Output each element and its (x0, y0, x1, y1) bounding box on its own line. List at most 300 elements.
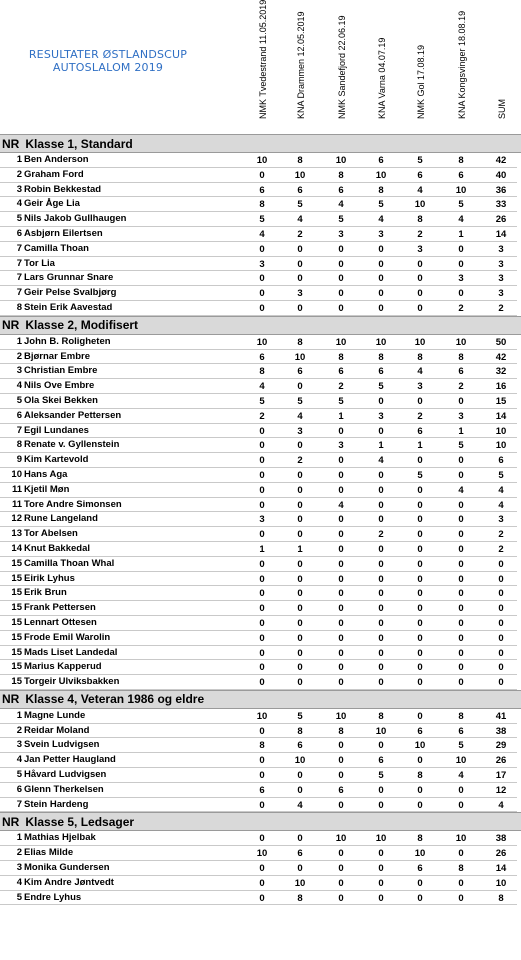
points-cell: 1 (458, 228, 464, 240)
sum-cell: 0 (498, 662, 504, 674)
points-cell: 6 (417, 425, 423, 437)
driver-name-cell: Rune Langeland (24, 513, 98, 525)
points-cell: 0 (458, 799, 464, 811)
rank-cell: 15 (11, 557, 22, 569)
table-row (0, 846, 521, 861)
points-cell: 0 (338, 677, 344, 689)
driver-name-cell: Asbjørn Eilertsen (24, 227, 103, 239)
sum-cell: 42 (495, 155, 507, 166)
points-cell: 3 (259, 258, 265, 270)
table-row (0, 753, 521, 768)
points-cell: 0 (297, 603, 303, 615)
points-cell: 0 (378, 469, 384, 481)
points-cell: 10 (335, 710, 347, 722)
sum-cell: 0 (498, 677, 504, 689)
points-cell: 6 (338, 784, 344, 796)
column-headers (0, 0, 521, 130)
points-cell: 0 (297, 529, 303, 541)
sum-cell: 42 (495, 351, 507, 363)
section-title: Klasse 5, Ledsager (25, 814, 135, 829)
points-cell: 0 (259, 169, 265, 181)
points-cell: 0 (297, 784, 303, 796)
points-cell: 8 (458, 863, 464, 875)
points-cell: 4 (378, 214, 384, 226)
points-cell: 0 (259, 662, 265, 674)
driver-name-cell: Frank Pettersen (24, 602, 96, 614)
table-row (0, 227, 521, 242)
points-cell: 0 (417, 662, 423, 674)
sum-cell: 0 (498, 588, 504, 600)
rank-cell: 11 (11, 498, 22, 510)
sum-cell: 26 (495, 214, 507, 226)
rank-cell: 2 (16, 724, 22, 736)
column-header (335, 5, 349, 130)
points-cell: 5 (458, 199, 464, 211)
points-cell: 8 (297, 892, 303, 904)
points-cell: 0 (259, 288, 265, 300)
points-cell: 10 (375, 169, 387, 181)
points-cell: 0 (338, 273, 344, 285)
points-cell: 3 (417, 243, 423, 255)
table-row (0, 542, 521, 557)
points-cell: 10 (294, 877, 306, 889)
rank-cell: 2 (16, 168, 22, 180)
points-cell: 0 (378, 892, 384, 904)
table-row (0, 335, 521, 350)
points-cell: 2 (378, 529, 384, 541)
points-cell: 2 (297, 228, 303, 240)
points-cell: 0 (378, 863, 384, 875)
points-cell: 4 (338, 199, 344, 211)
table-row (0, 498, 521, 513)
sum-cell: 32 (495, 366, 507, 378)
points-cell: 0 (338, 514, 344, 526)
points-cell: 3 (378, 228, 384, 240)
sum-cell: 33 (495, 199, 507, 211)
points-cell: 0 (458, 603, 464, 615)
table-row (0, 438, 521, 453)
points-cell: 0 (417, 499, 423, 511)
points-cell: 8 (378, 351, 384, 363)
rank-cell: 5 (16, 394, 22, 406)
points-cell: 6 (458, 725, 464, 737)
points-cell: 0 (259, 440, 265, 452)
table-row (0, 557, 521, 572)
points-cell: 8 (378, 184, 384, 196)
points-cell: 0 (297, 662, 303, 674)
points-cell: 0 (417, 543, 423, 555)
points-cell: 0 (259, 588, 265, 600)
sum-cell: 36 (495, 184, 507, 196)
rank-cell: 15 (11, 646, 22, 658)
points-cell: 0 (378, 588, 384, 600)
points-cell: 0 (338, 863, 344, 875)
points-cell: 2 (297, 455, 303, 467)
sum-cell: 2 (498, 529, 504, 541)
rank-cell: 15 (11, 587, 22, 599)
points-cell: 8 (338, 169, 344, 181)
rank-cell: 7 (16, 798, 22, 810)
points-cell: 0 (458, 543, 464, 555)
points-cell: 0 (458, 848, 464, 860)
points-cell: 0 (297, 381, 303, 393)
points-cell: 0 (378, 558, 384, 570)
table-row (0, 379, 521, 394)
points-cell: 4 (458, 214, 464, 226)
points-cell: 0 (259, 302, 265, 314)
points-cell: 0 (378, 603, 384, 615)
points-cell: 6 (259, 784, 265, 796)
sum-cell: 14 (495, 410, 507, 422)
column-header-label: NMK Gol 17.08.19 (416, 44, 426, 119)
points-cell: 0 (458, 258, 464, 270)
section-nr-label: NR (2, 136, 20, 151)
driver-name-cell: Håvard Ludvigsen (24, 769, 107, 781)
table-row (0, 168, 521, 183)
column-header-label: NMK Tvedestrand 11.05.2019 (258, 0, 268, 119)
points-cell: 0 (417, 603, 423, 615)
points-cell: 4 (338, 499, 344, 511)
points-cell: 0 (458, 455, 464, 467)
rank-cell: 3 (16, 862, 22, 874)
driver-name-cell: Tor Abelsen (24, 528, 78, 540)
sum-cell: 14 (495, 863, 507, 875)
table-row (0, 453, 521, 468)
rank-cell: 1 (16, 154, 22, 165)
points-cell: 3 (417, 381, 423, 393)
sum-cell: 3 (498, 273, 504, 285)
points-cell: 0 (378, 848, 384, 860)
points-cell: 0 (259, 469, 265, 481)
sum-cell: 10 (495, 425, 507, 437)
points-cell: 8 (417, 214, 423, 226)
points-cell: 0 (297, 469, 303, 481)
points-cell: 10 (414, 740, 426, 752)
column-header-label: SUM (497, 99, 507, 119)
sum-cell: 0 (498, 647, 504, 659)
points-cell: 0 (259, 647, 265, 659)
points-cell: 0 (338, 632, 344, 644)
points-cell: 6 (417, 863, 423, 875)
points-cell: 0 (259, 863, 265, 875)
sum-cell: 8 (498, 892, 504, 904)
points-cell: 10 (414, 199, 426, 211)
points-cell: 0 (417, 558, 423, 570)
sum-cell: 41 (495, 710, 507, 722)
points-cell: 8 (338, 351, 344, 363)
points-cell: 0 (338, 425, 344, 437)
points-cell: 8 (417, 770, 423, 782)
driver-name-cell: Ola Skei Bekken (24, 394, 98, 406)
table-row (0, 271, 521, 286)
points-cell: 5 (338, 214, 344, 226)
driver-name-cell: Geir Pelse Svalbjørg (24, 287, 117, 299)
points-cell: 0 (417, 273, 423, 285)
points-cell: 10 (256, 710, 268, 722)
table-row (0, 242, 521, 257)
rank-cell: 9 (16, 454, 22, 466)
points-cell: 0 (378, 499, 384, 511)
points-cell: 0 (417, 302, 423, 314)
table-row (0, 286, 521, 301)
points-cell: 6 (297, 366, 303, 378)
rank-cell: 7 (16, 257, 22, 269)
sum-cell: 0 (498, 617, 504, 629)
points-cell: 0 (458, 784, 464, 796)
sum-cell: 6 (498, 455, 504, 467)
points-cell: 0 (259, 725, 265, 737)
points-cell: 0 (338, 288, 344, 300)
points-cell: 0 (259, 425, 265, 437)
points-cell: 4 (259, 381, 265, 393)
points-cell: 0 (259, 243, 265, 255)
points-cell: 10 (294, 755, 306, 767)
points-cell: 10 (256, 336, 268, 348)
points-cell: 0 (259, 833, 265, 845)
points-cell: 5 (338, 395, 344, 407)
rank-cell: 3 (16, 183, 22, 195)
column-header-label: KNA Kongsvinger 18.08.19 (457, 10, 467, 119)
table-row (0, 468, 521, 483)
section-title: Klasse 4, Veteran 1986 og eldre (25, 692, 205, 707)
sum-cell: 16 (495, 381, 507, 393)
driver-name-cell: Hans Aga (24, 468, 68, 480)
rank-cell: 2 (16, 350, 22, 362)
points-cell: 6 (259, 184, 265, 196)
points-cell: 0 (458, 288, 464, 300)
points-cell: 0 (297, 302, 303, 314)
points-cell: 0 (297, 484, 303, 496)
rank-cell: 4 (16, 198, 22, 210)
points-cell: 10 (294, 351, 306, 363)
sum-cell: 50 (495, 336, 507, 348)
points-cell: 0 (417, 677, 423, 689)
points-cell: 0 (338, 603, 344, 615)
points-cell: 0 (297, 243, 303, 255)
rank-cell: 15 (11, 572, 22, 584)
driver-name-cell: Kim Andre Jøntvedt (24, 876, 114, 888)
points-cell: 0 (458, 662, 464, 674)
points-cell: 6 (378, 155, 384, 166)
driver-name-cell: Torgeir Ulviksbakken (24, 676, 120, 688)
points-cell: 0 (338, 455, 344, 467)
points-cell: 0 (297, 647, 303, 659)
rank-cell: 15 (11, 602, 22, 614)
rank-cell: 11 (11, 483, 22, 495)
driver-name-cell: Kim Kartevold (24, 454, 89, 466)
section-nr-label: NR (2, 318, 20, 333)
table-row (0, 394, 521, 409)
points-cell: 0 (378, 647, 384, 659)
section-nr-label: NR (2, 814, 20, 829)
sum-cell: 38 (495, 833, 507, 845)
points-cell: 0 (417, 647, 423, 659)
points-cell: 0 (259, 877, 265, 889)
points-cell: 5 (259, 214, 265, 226)
points-cell: 0 (378, 877, 384, 889)
sum-cell: 4 (498, 499, 504, 511)
points-cell: 0 (417, 588, 423, 600)
points-cell: 2 (458, 381, 464, 393)
points-cell: 10 (455, 336, 467, 348)
rank-cell: 6 (16, 409, 22, 421)
points-cell: 8 (378, 710, 384, 722)
sum-cell: 2 (498, 543, 504, 555)
driver-name-cell: Stein Hardeng (24, 798, 89, 810)
section-header (0, 316, 521, 335)
points-cell: 5 (378, 199, 384, 211)
points-cell: 0 (378, 573, 384, 585)
table-row (0, 601, 521, 616)
points-cell: 5 (458, 740, 464, 752)
points-cell: 6 (378, 366, 384, 378)
points-cell: 0 (378, 784, 384, 796)
table-row (0, 301, 521, 316)
table-row (0, 197, 521, 212)
table-row (0, 660, 521, 675)
driver-name-cell: Knut Bakkedal (24, 542, 90, 554)
driver-name-cell: Kjetil Møn (24, 483, 70, 495)
section-header (0, 690, 521, 709)
points-cell: 2 (417, 410, 423, 422)
points-cell: 6 (458, 169, 464, 181)
sum-cell: 0 (498, 632, 504, 644)
points-cell: 0 (338, 302, 344, 314)
column-header (294, 5, 308, 130)
table-row (0, 798, 521, 813)
table-row (0, 631, 521, 646)
driver-name-cell: Geir Åge Lia (24, 198, 80, 210)
rank-cell: 3 (16, 739, 22, 751)
points-cell: 0 (458, 617, 464, 629)
table-row (0, 527, 521, 542)
rank-cell: 12 (11, 513, 22, 525)
rank-cell: 4 (16, 754, 22, 766)
points-cell: 5 (378, 381, 384, 393)
points-cell: 0 (378, 514, 384, 526)
points-cell: 6 (297, 848, 303, 860)
points-cell: 10 (455, 184, 467, 196)
points-cell: 4 (297, 410, 303, 422)
points-cell: 0 (297, 558, 303, 570)
driver-name-cell: Mathias Hjelbak (24, 832, 96, 844)
points-cell: 10 (455, 755, 467, 767)
points-cell: 0 (338, 617, 344, 629)
points-cell: 6 (297, 740, 303, 752)
points-cell: 1 (259, 543, 265, 555)
sum-cell: 38 (495, 725, 507, 737)
column-header (375, 5, 389, 130)
points-cell: 8 (417, 351, 423, 363)
rank-cell: 7 (16, 287, 22, 299)
table-row (0, 409, 521, 424)
points-cell: 0 (417, 573, 423, 585)
points-cell: 0 (297, 258, 303, 270)
driver-name-cell: Robin Bekkestad (24, 183, 102, 195)
points-cell: 8 (297, 155, 303, 166)
driver-name-cell: Tore Andre Simonsen (24, 498, 122, 510)
points-cell: 1 (338, 410, 344, 422)
points-cell: 0 (458, 892, 464, 904)
points-cell: 5 (297, 395, 303, 407)
driver-name-cell: Stein Erik Aavestad (24, 301, 113, 313)
sum-cell: 3 (498, 258, 504, 270)
driver-name-cell: Reidar Moland (24, 724, 90, 736)
driver-name-cell: Graham Ford (24, 168, 84, 180)
sum-cell: 40 (495, 169, 507, 181)
column-header-label: KNA Varna 04.07.19 (377, 37, 387, 119)
points-cell: 0 (297, 770, 303, 782)
points-cell: 0 (458, 529, 464, 541)
points-cell: 2 (338, 381, 344, 393)
points-cell: 0 (297, 588, 303, 600)
rank-cell: 14 (11, 542, 22, 554)
driver-name-cell: Tor Lia (24, 257, 55, 269)
points-cell: 5 (259, 395, 265, 407)
points-cell: 6 (378, 755, 384, 767)
sum-cell: 12 (495, 784, 507, 796)
points-cell: 0 (378, 258, 384, 270)
table-row (0, 709, 521, 724)
rank-cell: 1 (16, 335, 22, 347)
rank-cell: 1 (16, 832, 22, 844)
points-cell: 0 (259, 770, 265, 782)
rank-cell: 15 (11, 661, 22, 673)
rank-cell: 6 (16, 227, 22, 239)
points-cell: 5 (458, 440, 464, 452)
points-cell: 10 (375, 725, 387, 737)
points-cell: 0 (458, 558, 464, 570)
title-line-1: RESULTATER ØSTLANDSCUP (28, 48, 188, 61)
points-cell: 2 (458, 302, 464, 314)
points-cell: 1 (417, 440, 423, 452)
points-cell: 0 (259, 558, 265, 570)
table-row (0, 831, 521, 846)
points-cell: 3 (338, 440, 344, 452)
points-cell: 2 (259, 410, 265, 422)
points-cell: 0 (338, 573, 344, 585)
points-cell: 0 (338, 647, 344, 659)
points-cell: 4 (458, 484, 464, 496)
driver-name-cell: Erik Brun (24, 587, 67, 599)
driver-name-cell: Egil Lundanes (24, 424, 89, 436)
table-row (0, 364, 521, 379)
points-cell: 1 (458, 425, 464, 437)
points-cell: 0 (259, 603, 265, 615)
points-cell: 3 (338, 228, 344, 240)
points-cell: 0 (458, 395, 464, 407)
points-cell: 0 (458, 632, 464, 644)
table-row (0, 257, 521, 272)
sum-cell: 0 (498, 558, 504, 570)
points-cell: 0 (378, 799, 384, 811)
points-cell: 0 (417, 877, 423, 889)
points-cell: 3 (297, 288, 303, 300)
points-cell: 0 (259, 455, 265, 467)
points-cell: 10 (335, 833, 347, 845)
table-row (0, 724, 521, 739)
points-cell: 0 (259, 755, 265, 767)
driver-name-cell: Nils Ove Embre (24, 380, 95, 392)
results-table (0, 134, 521, 905)
section-nr-label: NR (2, 692, 20, 707)
rank-cell: 4 (16, 876, 22, 888)
points-cell: 10 (375, 833, 387, 845)
section-title: Klasse 1, Standard (25, 136, 133, 151)
sum-cell: 0 (498, 573, 504, 585)
points-cell: 8 (458, 351, 464, 363)
driver-name-cell: John B. Roligheten (24, 335, 111, 347)
